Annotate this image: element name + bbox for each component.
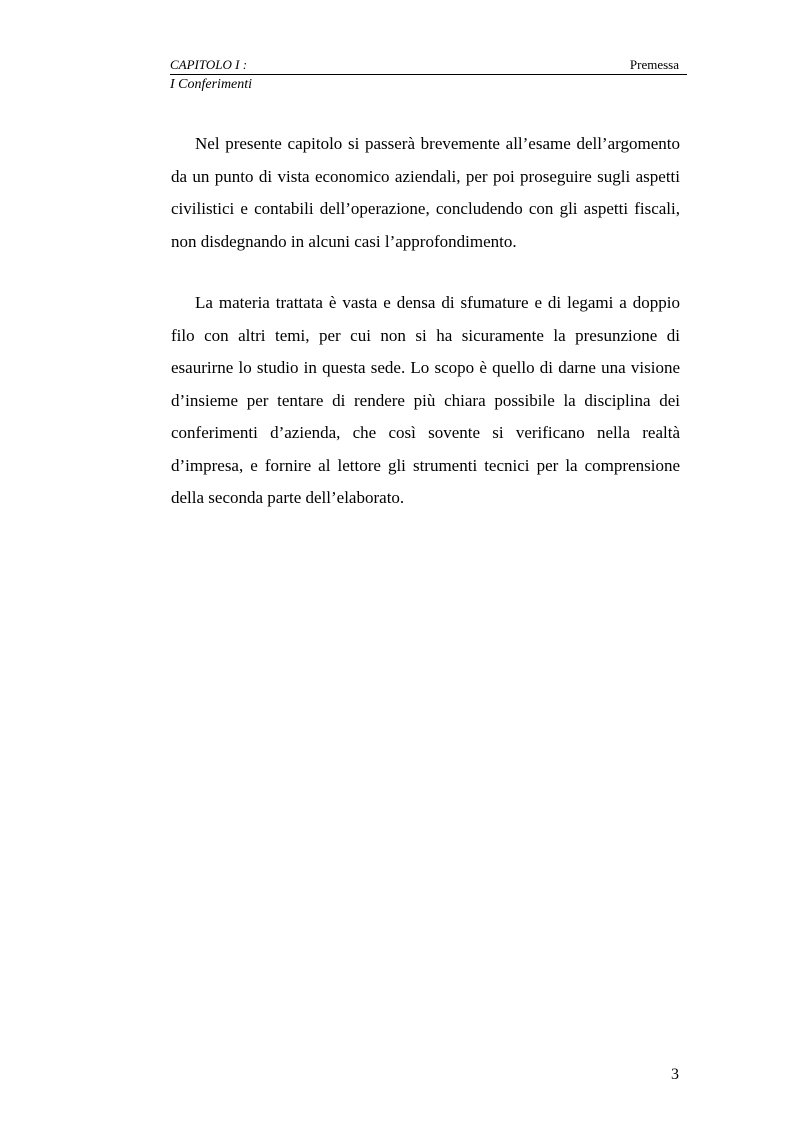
- body-paragraph-2: La materia trattata è vasta e densa di sfumature e di legami a doppio filo con altri temi, per cui non si ha sicuramente la presunzione di esaurirne lo studio in questa sede. Lo scopo è quello di darne una visione d’insieme per tentare di rendere più chiara possibile la disciplina dei conferimenti d’azienda, che così sovente si verificano nella realtà d’impresa, e fornire al lettore gli strumenti tecnici per la comprensione della seconda parte dell’elaborato.: [171, 293, 680, 507]
- page-header: [170, 56, 687, 93]
- header-rule-row: [170, 56, 687, 75]
- body-paragraph-1: Nel presente capitolo si passerà brevemente all’esame dell’argomento da un punto di vista economico aziendali, per poi proseguire sugli aspetti civilistici e contabili dell’operazione, concludendo con gli aspetti fiscali, non disdegnando in alcuni casi l’approfondimento.: [171, 134, 680, 251]
- chapter-label: CAPITOLO I :: [170, 57, 248, 72]
- page-number: 3: [671, 1066, 679, 1083]
- chapter-title: I Conferimenti: [170, 77, 253, 92]
- page-body: [171, 128, 680, 515]
- section-label: Premessa: [629, 57, 679, 72]
